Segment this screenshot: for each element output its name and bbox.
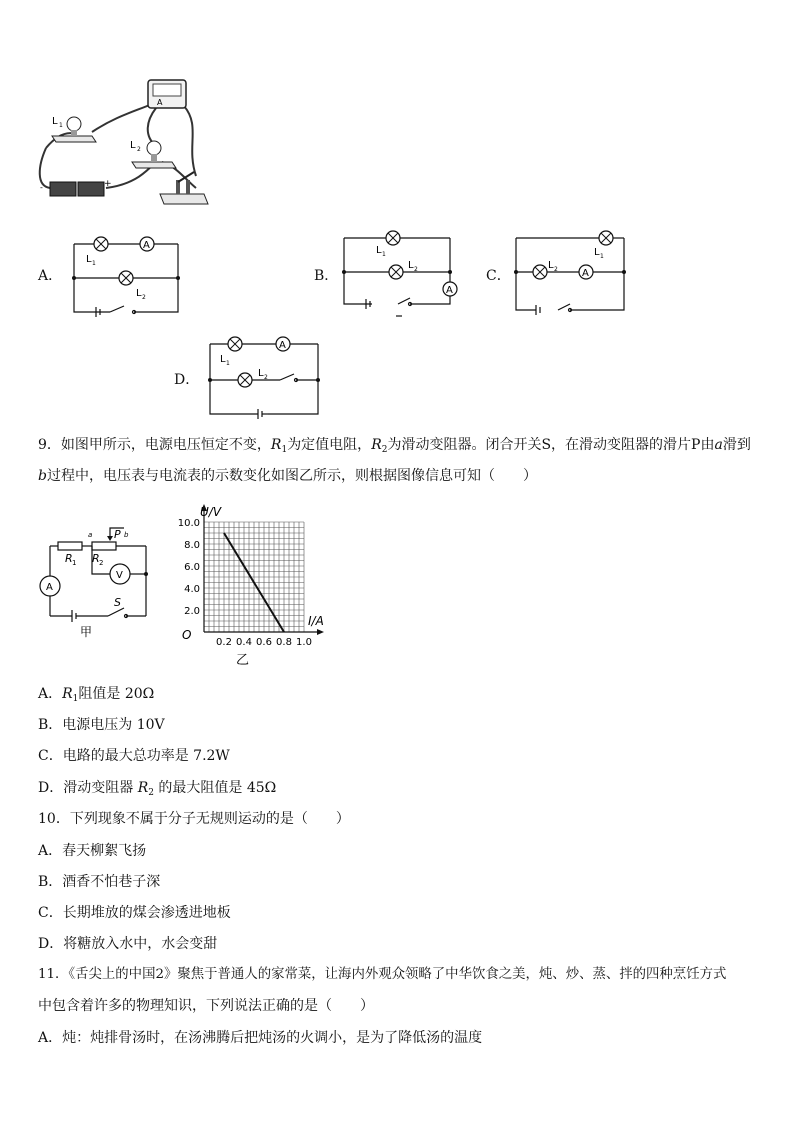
- label-l1-b-sub: 1: [382, 251, 386, 258]
- circuit-option-c[interactable]: [508, 228, 632, 318]
- q9-r1: R: [270, 437, 282, 453]
- q9-text-b: 为定值电阻，: [287, 437, 372, 453]
- label-l2-d-sub: 2: [264, 374, 268, 381]
- graph-caption: 乙: [236, 653, 250, 668]
- q9-option-c-text: 电路的最大总功率是 7.2W: [62, 748, 230, 764]
- label-l2-a-sub: 2: [142, 294, 146, 301]
- label-l2-c-sub: 2: [554, 266, 558, 273]
- option-d-letter[interactable]: D．: [174, 372, 200, 388]
- y-tick-label: 10.0: [177, 518, 200, 529]
- graph-grid: [204, 522, 304, 632]
- q9-circuit-ammeter: A: [46, 582, 53, 593]
- y-tick-label: 6.0: [184, 562, 200, 573]
- option-b-letter[interactable]: B．: [314, 268, 339, 284]
- real-circuit-photo: [36, 76, 216, 216]
- q9-circuit-r1: R: [65, 552, 73, 565]
- q10-option-b[interactable]: B．酒香不怕巷子深: [38, 874, 161, 890]
- y-tick-label: 4.0: [184, 584, 200, 595]
- q9-option-b-text: 电源电压为 10V: [62, 717, 165, 733]
- q9-option-b-letter: B．: [38, 717, 63, 733]
- q9-option-c[interactable]: [38, 748, 230, 764]
- label-l1-c: L: [594, 247, 600, 258]
- label-l1-a-sub: 1: [92, 260, 96, 267]
- ammeter-symbol-a: A: [143, 240, 150, 251]
- y-tick-label: 8.0: [184, 540, 200, 551]
- ammeter-label: A: [157, 98, 163, 107]
- graph-y-label: U/V: [200, 505, 222, 519]
- q11-stem-line2: 中包含着许多的物理知识，下列说法正确的是（ ）: [38, 998, 374, 1014]
- ammeter-symbol-c: A: [582, 268, 589, 279]
- x-axis-arrow: [317, 629, 324, 635]
- photo-l2-sub: 2: [137, 146, 141, 153]
- x-tick-label: 0.2: [216, 637, 232, 648]
- q9-option-d[interactable]: [38, 780, 276, 796]
- q9-circuit-caption: 甲: [80, 625, 93, 639]
- q9-r2: R: [371, 437, 382, 453]
- q9-option-a[interactable]: [38, 686, 154, 702]
- q9-option-c-letter: C．: [38, 748, 63, 764]
- label-l2-b: L: [408, 260, 414, 271]
- q9-circuit-b-end: b: [124, 531, 129, 539]
- label-l1-d-sub: 1: [226, 360, 230, 367]
- q9-option-a-letter: A．: [38, 686, 63, 702]
- x-tick-label: 0.6: [256, 637, 272, 648]
- graph-ticks: [178, 518, 312, 648]
- q11-stem-line1: 11．《舌尖上的中国2》聚焦于普通人的家常菜，让海内外观众领略了中华饮食之美，炖、炒、蒸、拌的四种烹饪方式: [38, 967, 727, 982]
- circuit-option-b[interactable]: [336, 228, 466, 323]
- y-tick-label: 2.0: [184, 606, 200, 617]
- q9-circuit-switch: S: [114, 596, 121, 609]
- q11-option-a[interactable]: A．炖：炖排骨汤时，在汤沸腾后把炖汤的火调小，是为了降低汤的温度: [38, 1030, 483, 1046]
- q9-circuit-p: P: [114, 528, 121, 541]
- q9-option-a-post: 阻值是 20Ω: [78, 686, 155, 702]
- label-l1-d: L: [220, 354, 226, 365]
- graph-origin: O: [182, 628, 192, 642]
- ammeter-symbol-d: A: [279, 340, 286, 351]
- q10-stem: 10．下列现象不属于分子无规则运动的是（ ）: [38, 811, 350, 827]
- label-l2-a: L: [136, 288, 142, 299]
- option-c-letter[interactable]: C．: [486, 268, 511, 284]
- q9-stem-line1: [38, 437, 751, 453]
- q9-circuit-diagram: [36, 526, 156, 644]
- q9-b: b: [38, 468, 47, 484]
- label-l2-b-sub: 2: [414, 266, 418, 273]
- q9-text-a: 9．如图甲所示，电源电压恒定不变，: [38, 437, 271, 453]
- photo-l2-label: L: [130, 140, 136, 151]
- q9-text-c: 为滑动变阻器。闭合开关S，在滑动变阻器的滑片P由: [387, 437, 715, 453]
- q9-stem-line2: [38, 468, 537, 484]
- photo-l1-label: L: [52, 116, 58, 127]
- battery-minus: -: [40, 183, 43, 192]
- q9-r2-sub: 2: [381, 445, 388, 455]
- q10-option-c[interactable]: C．长期堆放的煤会渗透进地板: [38, 905, 231, 921]
- label-l1-c-sub: 1: [600, 253, 604, 260]
- q9-option-d-letter: D．: [38, 780, 64, 796]
- circuit-option-d[interactable]: [200, 330, 328, 420]
- q9-option-d-sub: 2: [148, 788, 154, 798]
- q9-circuit-a-end: a: [88, 531, 93, 539]
- q9-circuit-r2: R: [92, 552, 100, 565]
- label-l2-c: L: [548, 260, 554, 271]
- q9-a: a: [714, 437, 723, 453]
- q9-option-d-pre: 滑动变阻器: [63, 780, 138, 796]
- x-tick-label: 1.0: [296, 637, 312, 648]
- q9-option-b[interactable]: [38, 717, 165, 733]
- q9-option-d-post: 的最大阻值是 45Ω: [153, 780, 277, 796]
- q9-circuit-r1-sub: 1: [72, 559, 77, 567]
- x-tick-label: 0.8: [276, 637, 292, 648]
- q9-r1-sub: 1: [281, 445, 288, 455]
- battery-plus: +: [104, 179, 112, 189]
- q10-option-a[interactable]: A．春天柳絮飞扬: [38, 843, 147, 859]
- q9-option-a-sub: 1: [72, 694, 79, 704]
- graph-x-label: I/A: [308, 614, 324, 628]
- q9-circuit-r2-sub: 2: [99, 559, 104, 567]
- label-l2-d: L: [258, 368, 264, 379]
- label-l1-b: L: [376, 245, 382, 256]
- q9-ui-graph: [160, 500, 340, 670]
- circuit-option-a[interactable]: [64, 228, 188, 318]
- option-a-letter[interactable]: A．: [38, 268, 63, 284]
- x-tick-label: 0.4: [236, 637, 252, 648]
- q9-circuit-voltmeter: V: [116, 570, 123, 581]
- photo-l1-sub: 1: [59, 122, 63, 129]
- q10-option-d[interactable]: D．将糖放入水中，水会变甜: [38, 936, 218, 952]
- ammeter-symbol-b: A: [446, 285, 453, 296]
- q9-option-d-sym: R: [137, 780, 149, 796]
- q9-text-d: 滑到: [722, 437, 751, 453]
- q9-option-a-sym: R: [62, 686, 73, 702]
- label-l1-a: L: [86, 254, 92, 265]
- q9-text-line2: 过程中，电压表与电流表的示数变化如图乙所示，则根据图像信息可知（ ）: [46, 468, 537, 484]
